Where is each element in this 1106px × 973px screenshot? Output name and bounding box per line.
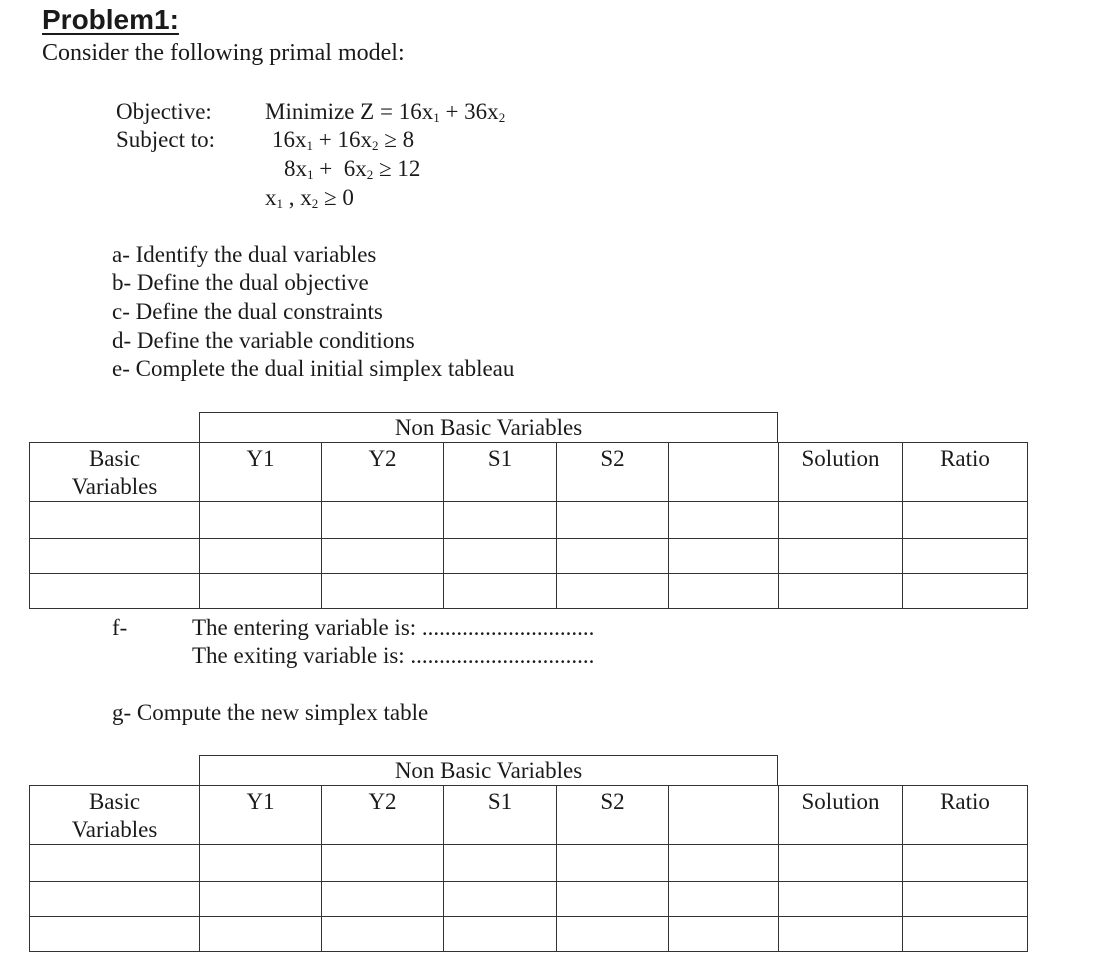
- table-cell[interactable]: [779, 845, 903, 882]
- non-negativity: $x_1$ , $x_2 \ge 0$: [265, 185, 354, 211]
- table-cell[interactable]: [30, 845, 200, 882]
- task-b: b- Define the dual objective: [112, 270, 369, 295]
- table-cell[interactable]: [779, 574, 903, 609]
- new-simplex-table: [29, 785, 1028, 952]
- col-y1-header: Y1: [200, 443, 322, 502]
- part-g-text: g- Compute the new simplex table: [112, 700, 429, 725]
- table-cell[interactable]: [779, 539, 903, 574]
- part-f-label: f-: [112, 615, 128, 640]
- col-solution-header: Solution: [779, 443, 903, 502]
- table-cell[interactable]: [669, 502, 779, 539]
- table-cell[interactable]: [557, 917, 669, 952]
- task-e: e- Complete the dual initial simplex tableau: [112, 356, 515, 381]
- table-cell[interactable]: [30, 502, 200, 539]
- table-cell[interactable]: [444, 845, 557, 882]
- table-row: [30, 845, 1028, 882]
- table-cell[interactable]: [322, 882, 444, 917]
- table-cell[interactable]: [557, 539, 669, 574]
- table-cell[interactable]: [444, 502, 557, 539]
- table-cell[interactable]: [322, 845, 444, 882]
- col-s1-header: S1: [444, 786, 557, 845]
- table-cell[interactable]: [557, 845, 669, 882]
- table-cell[interactable]: [903, 539, 1028, 574]
- table-row: [30, 574, 1028, 609]
- col-ratio-header: Ratio: [903, 786, 1028, 845]
- table-cell[interactable]: [557, 574, 669, 609]
- table-cell[interactable]: [322, 539, 444, 574]
- basic-variables-header: Basic Variables: [30, 786, 200, 845]
- problem-title: Problem1:: [42, 4, 179, 35]
- table-cell[interactable]: [322, 502, 444, 539]
- col-s1-header: S1: [444, 443, 557, 502]
- table-row: [30, 502, 1028, 539]
- exiting-variable-line: The exiting variable is: ................................: [192, 643, 595, 668]
- table-cell[interactable]: [30, 574, 200, 609]
- objective-function: Minimize $Z = 16x_1 + 36x_2$: [265, 99, 506, 125]
- entering-variable-line: The entering variable is: ..............................: [192, 615, 595, 640]
- table-cell[interactable]: [669, 845, 779, 882]
- basic-variables-header: Basic Variables: [30, 443, 200, 502]
- table-cell[interactable]: [903, 882, 1028, 917]
- table-cell[interactable]: [669, 917, 779, 952]
- col-ratio-header: Ratio: [903, 443, 1028, 502]
- col-blank-header: [669, 786, 779, 845]
- table-cell[interactable]: [557, 502, 669, 539]
- col-y1-header: Y1: [200, 786, 322, 845]
- col-solution-header: Solution: [779, 786, 903, 845]
- table-cell[interactable]: [669, 574, 779, 609]
- table-cell[interactable]: [903, 917, 1028, 952]
- table-cell[interactable]: [200, 502, 322, 539]
- table-cell[interactable]: [200, 539, 322, 574]
- col-y2-header: Y2: [322, 786, 444, 845]
- col-s2-header: S2: [557, 786, 669, 845]
- intro-text: Consider the following primal model:: [42, 40, 405, 66]
- objective-label: Objective:: [116, 99, 212, 124]
- initial-simplex-table: [29, 442, 1028, 609]
- table-cell[interactable]: [322, 574, 444, 609]
- table-cell[interactable]: [200, 574, 322, 609]
- constraint-1: $16x_1 + 16x_2 \ge 8$: [272, 127, 415, 153]
- table-cell[interactable]: [779, 882, 903, 917]
- task-c: c- Define the dual constraints: [112, 299, 383, 324]
- col-s2-header: S2: [557, 443, 669, 502]
- task-a: a- Identify the dual variables: [112, 242, 377, 267]
- table-cell[interactable]: [779, 917, 903, 952]
- table-cell[interactable]: [30, 917, 200, 952]
- table-cell[interactable]: [444, 539, 557, 574]
- table-cell[interactable]: [200, 917, 322, 952]
- table-cell[interactable]: [30, 539, 200, 574]
- table-cell[interactable]: [444, 917, 557, 952]
- table-row: [30, 882, 1028, 917]
- non-basic-variables-header-2: Non Basic Variables: [199, 755, 778, 786]
- col-blank-header: [669, 443, 779, 502]
- table-cell[interactable]: [444, 574, 557, 609]
- table-cell[interactable]: [557, 882, 669, 917]
- table-cell[interactable]: [903, 502, 1028, 539]
- table-cell[interactable]: [200, 882, 322, 917]
- table-row: [30, 917, 1028, 952]
- table-cell[interactable]: [322, 917, 444, 952]
- table-cell[interactable]: [779, 502, 903, 539]
- table-row: [30, 539, 1028, 574]
- subject-to-label: Subject to:: [116, 127, 216, 152]
- table-cell[interactable]: [903, 845, 1028, 882]
- table-cell[interactable]: [669, 882, 779, 917]
- constraint-2: $8x_1 + 6x_2 \ge 12$: [284, 156, 421, 182]
- table-cell[interactable]: [903, 574, 1028, 609]
- col-y2-header: Y2: [322, 443, 444, 502]
- task-d: d- Define the variable conditions: [112, 328, 415, 353]
- table-cell[interactable]: [200, 845, 322, 882]
- non-basic-variables-header: Non Basic Variables: [199, 412, 778, 443]
- table-cell[interactable]: [444, 882, 557, 917]
- table-cell[interactable]: [669, 539, 779, 574]
- table-cell[interactable]: [30, 882, 200, 917]
